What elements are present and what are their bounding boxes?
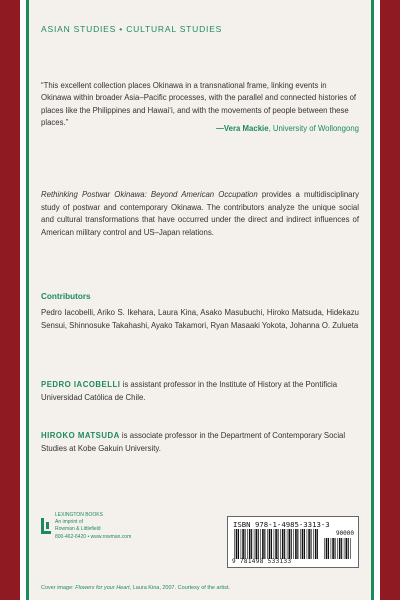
contributors-list: Pedro Iacobelli, Ariko S. Ikehara, Laura Kina, Asako Masubuchi, Hiroko Matsuda, Hidekazu Sensui, Shinnosuke Takahashi, Ayako Takamori, Ryan Masaaki Yokota, Johanna O. Zulueta bbox=[41, 308, 359, 330]
book-description bbox=[41, 189, 359, 239]
right-green-stripe bbox=[371, 0, 374, 600]
publisher-info bbox=[55, 512, 131, 541]
barcode-main-icon bbox=[234, 529, 318, 559]
book-title: Rethinking Postwar Okinawa: Beyond American Occupation bbox=[41, 190, 258, 199]
editor-bio-text: is assistant professor in the Institute of History at the Pontificia Universidad Católica de Chile. bbox=[41, 380, 338, 402]
endorsement-quote: “This excellent collection places Okinawa in a transnational frame, linking events in Okinawa within broader Asia–Pacific processes, with the parallel and connected histories of places like the Philippines and Hawai‘i, and with the movements of people between these places.” bbox=[41, 81, 357, 128]
publisher-contact: 800-462-6420 • www.rowman.com bbox=[55, 533, 132, 540]
publisher-name: LEXINGTON BOOKS bbox=[55, 512, 103, 518]
isbn-number: ISBN 978-1-4985-3313-3 bbox=[233, 520, 330, 529]
editor-bio-text: is associate professor in the Department of Contemporary Social Studies at Kobe Gakuin University. bbox=[41, 431, 346, 453]
quote-affiliation: , University of Wollongong bbox=[268, 124, 359, 133]
quote-author: —Vera Mackie bbox=[216, 124, 269, 133]
isbn-barcode bbox=[227, 516, 359, 568]
price-code: 90000 bbox=[335, 530, 354, 537]
editor-bio bbox=[41, 378, 359, 404]
credit-prefix: Cover image: bbox=[41, 585, 76, 591]
contributors-heading: Contributors bbox=[41, 292, 91, 301]
subject-categories: ASIAN STUDIES • CULTURAL STUDIES bbox=[41, 24, 223, 34]
credit-suffix: , Laura Kina, 2007. Courtesy of the artist. bbox=[129, 585, 230, 591]
cover-image-credit bbox=[41, 585, 230, 591]
quote-attribution bbox=[216, 124, 359, 133]
publisher-imprint-line: An imprint of bbox=[55, 519, 84, 526]
barcode-addon-icon bbox=[324, 538, 352, 559]
publisher-parent: Rowman & Littlefield bbox=[55, 526, 101, 533]
barcode-digits: 9 781498 533133 bbox=[232, 558, 292, 565]
credit-artwork-title: Flowers for your Heart bbox=[75, 585, 130, 591]
editor-name: PEDRO IACOBELLI bbox=[41, 380, 121, 389]
editor-name: HIROKO MATSUDA bbox=[41, 431, 120, 440]
lexington-logo-icon bbox=[41, 518, 51, 534]
publisher-block bbox=[41, 512, 191, 552]
back-cover-panel bbox=[29, 0, 371, 600]
editor-bio bbox=[41, 429, 359, 455]
description-body: provides a multidisciplinary study of postwar and contemporary Okinawa. The contributors analyze the unique social and cultural transformations that have occurred under the direct and indirect influences of American military control and US–Japan relations. bbox=[41, 190, 359, 237]
